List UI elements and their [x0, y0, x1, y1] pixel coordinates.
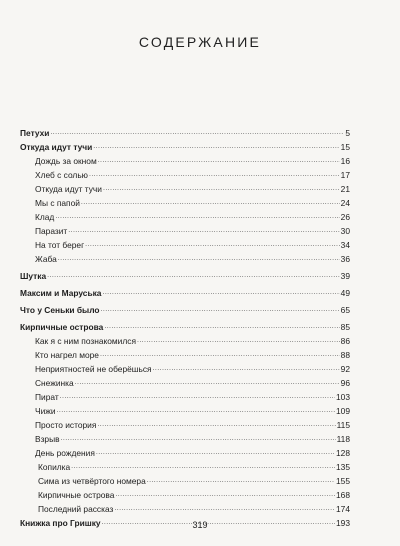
toc-entry-title: Мы с папой — [35, 198, 80, 208]
page-title: СОДЕРЖАНИЕ — [138, 34, 262, 50]
toc-entry[interactable] — [20, 284, 350, 298]
toc-entry[interactable] — [20, 500, 350, 514]
toc-entry[interactable] — [20, 180, 350, 194]
toc-entry-title: Дождь за окном — [35, 156, 97, 166]
toc-entry[interactable] — [20, 346, 350, 360]
toc-entry[interactable] — [20, 236, 350, 250]
leader-dots — [60, 392, 335, 402]
leader-dots — [104, 322, 339, 332]
toc-entry-page: 128 — [336, 448, 350, 458]
leader-dots — [102, 288, 339, 298]
toc-entry-title: Снежинка — [35, 378, 74, 388]
toc-entry-title: Откуда идут тучи — [35, 184, 102, 194]
toc-entry-title: Хлеб с солью — [35, 170, 88, 180]
leader-dots — [100, 350, 340, 360]
toc-entry-title: Книжка про Гришку — [20, 518, 101, 528]
leader-dots — [89, 170, 340, 180]
toc-entry[interactable] — [20, 124, 350, 138]
toc-entry-title: Клад — [35, 212, 55, 222]
toc-entry-title: Сима из четвёртого номера — [38, 476, 146, 486]
toc-entry-page: 39 — [340, 271, 350, 281]
toc-entry-page: 24 — [340, 198, 350, 208]
toc-entry-page: 86 — [340, 336, 350, 346]
toc-entry-page: 36 — [340, 254, 350, 264]
toc-entry-page: 17 — [340, 170, 350, 180]
toc-entry-page: 109 — [336, 406, 350, 416]
leader-dots — [75, 378, 340, 388]
toc-entry[interactable] — [20, 267, 350, 281]
leader-dots — [98, 156, 340, 166]
toc-entry[interactable] — [20, 222, 350, 236]
leader-dots — [61, 434, 336, 444]
toc-entry[interactable] — [20, 430, 350, 444]
toc-entry-page: 115 — [336, 420, 350, 430]
leader-dots — [153, 364, 340, 374]
toc-entry-page: 16 — [340, 156, 350, 166]
leader-dots — [137, 336, 340, 346]
page-number: 319 — [192, 520, 208, 530]
toc-entry-title: Пират — [35, 392, 59, 402]
toc-entry-page: 118 — [336, 434, 350, 444]
toc-entry-title: Петухи — [20, 128, 50, 138]
leader-dots — [114, 504, 335, 514]
leader-dots — [101, 305, 340, 315]
leader-dots — [96, 448, 335, 458]
toc-entry-title: Максим и Маруська — [20, 288, 102, 298]
leader-dots — [81, 198, 340, 208]
leader-dots — [93, 142, 339, 152]
leader-dots — [58, 254, 340, 264]
leader-dots — [97, 420, 335, 430]
toc-entry-title: Что у Сеньки было — [20, 305, 100, 315]
toc-entry-page: 103 — [336, 392, 350, 402]
toc-entry[interactable] — [20, 332, 350, 346]
toc-entry[interactable] — [20, 374, 350, 388]
toc-entry-page: 34 — [340, 240, 350, 250]
toc-entry-title: Паразит — [35, 226, 68, 236]
toc-entry[interactable] — [20, 250, 350, 264]
toc-entry-title: Взрыв — [35, 434, 60, 444]
toc-entry[interactable] — [20, 301, 350, 315]
toc-entry[interactable] — [20, 194, 350, 208]
toc-entry-title: Последний рассказ — [38, 504, 114, 514]
toc-entry[interactable] — [20, 416, 350, 430]
leader-dots — [115, 490, 335, 500]
toc-entry-title: Копилка — [38, 462, 71, 472]
toc-entry[interactable] — [20, 472, 350, 486]
toc-entry-title: Как я с ним познакомился — [35, 336, 136, 346]
toc-entry-page: 15 — [340, 142, 350, 152]
toc-entry[interactable] — [20, 360, 350, 374]
toc-entry-page: 193 — [336, 518, 350, 528]
toc-entry-page: 92 — [340, 364, 350, 374]
toc-entry-title: Шутка — [20, 271, 47, 281]
leader-dots — [47, 271, 340, 281]
toc-entry[interactable] — [20, 152, 350, 166]
toc-entry-title: Кто нагрел море — [35, 350, 99, 360]
toc-entry-title: Чижи — [35, 406, 56, 416]
toc-entry-page: 26 — [340, 212, 350, 222]
toc-entry-title: На тот берег — [35, 240, 85, 250]
toc-entry[interactable] — [20, 458, 350, 472]
toc-entry-title: Кирпичные острова — [20, 322, 104, 332]
toc-entry[interactable] — [20, 402, 350, 416]
toc-entry-title: Кирпичные острова — [38, 490, 115, 500]
toc-entry-page: 30 — [340, 226, 350, 236]
toc-entry-page: 96 — [340, 378, 350, 388]
toc-entry[interactable] — [20, 318, 350, 332]
toc-entry-title: День рождения — [35, 448, 95, 458]
leader-dots — [55, 212, 339, 222]
toc-entry-page: 88 — [340, 350, 350, 360]
leader-dots — [57, 406, 335, 416]
leader-dots — [147, 476, 335, 486]
toc-entry[interactable] — [20, 138, 350, 152]
toc-entry-title: Жаба — [35, 254, 57, 264]
toc-entry-title: Неприятностей не оберёшься — [35, 364, 152, 374]
toc-entry[interactable] — [20, 444, 350, 458]
leader-dots — [85, 240, 340, 250]
toc-entry-page: 155 — [336, 476, 350, 486]
toc-entry[interactable] — [20, 208, 350, 222]
toc-entry[interactable] — [20, 166, 350, 180]
toc-entry-page: 85 — [340, 322, 350, 332]
toc-entry[interactable] — [20, 388, 350, 402]
leader-dots — [68, 226, 339, 236]
toc-entry[interactable] — [20, 486, 350, 500]
leader-dots — [50, 128, 344, 138]
toc-entry-title: Откуда идут тучи — [20, 142, 93, 152]
toc-entry-page: 168 — [336, 490, 350, 500]
toc-entry-title: Просто история — [35, 420, 97, 430]
leader-dots — [103, 184, 340, 194]
leader-dots — [71, 462, 335, 472]
toc-entry-page: 174 — [336, 504, 350, 514]
toc-entry-page: 135 — [336, 462, 350, 472]
toc-entry-page: 49 — [340, 288, 350, 298]
toc-entry-page: 65 — [340, 305, 350, 315]
table-of-contents — [20, 124, 350, 528]
toc-entry-page: 5 — [345, 128, 350, 138]
toc-entry-page: 21 — [340, 184, 350, 194]
